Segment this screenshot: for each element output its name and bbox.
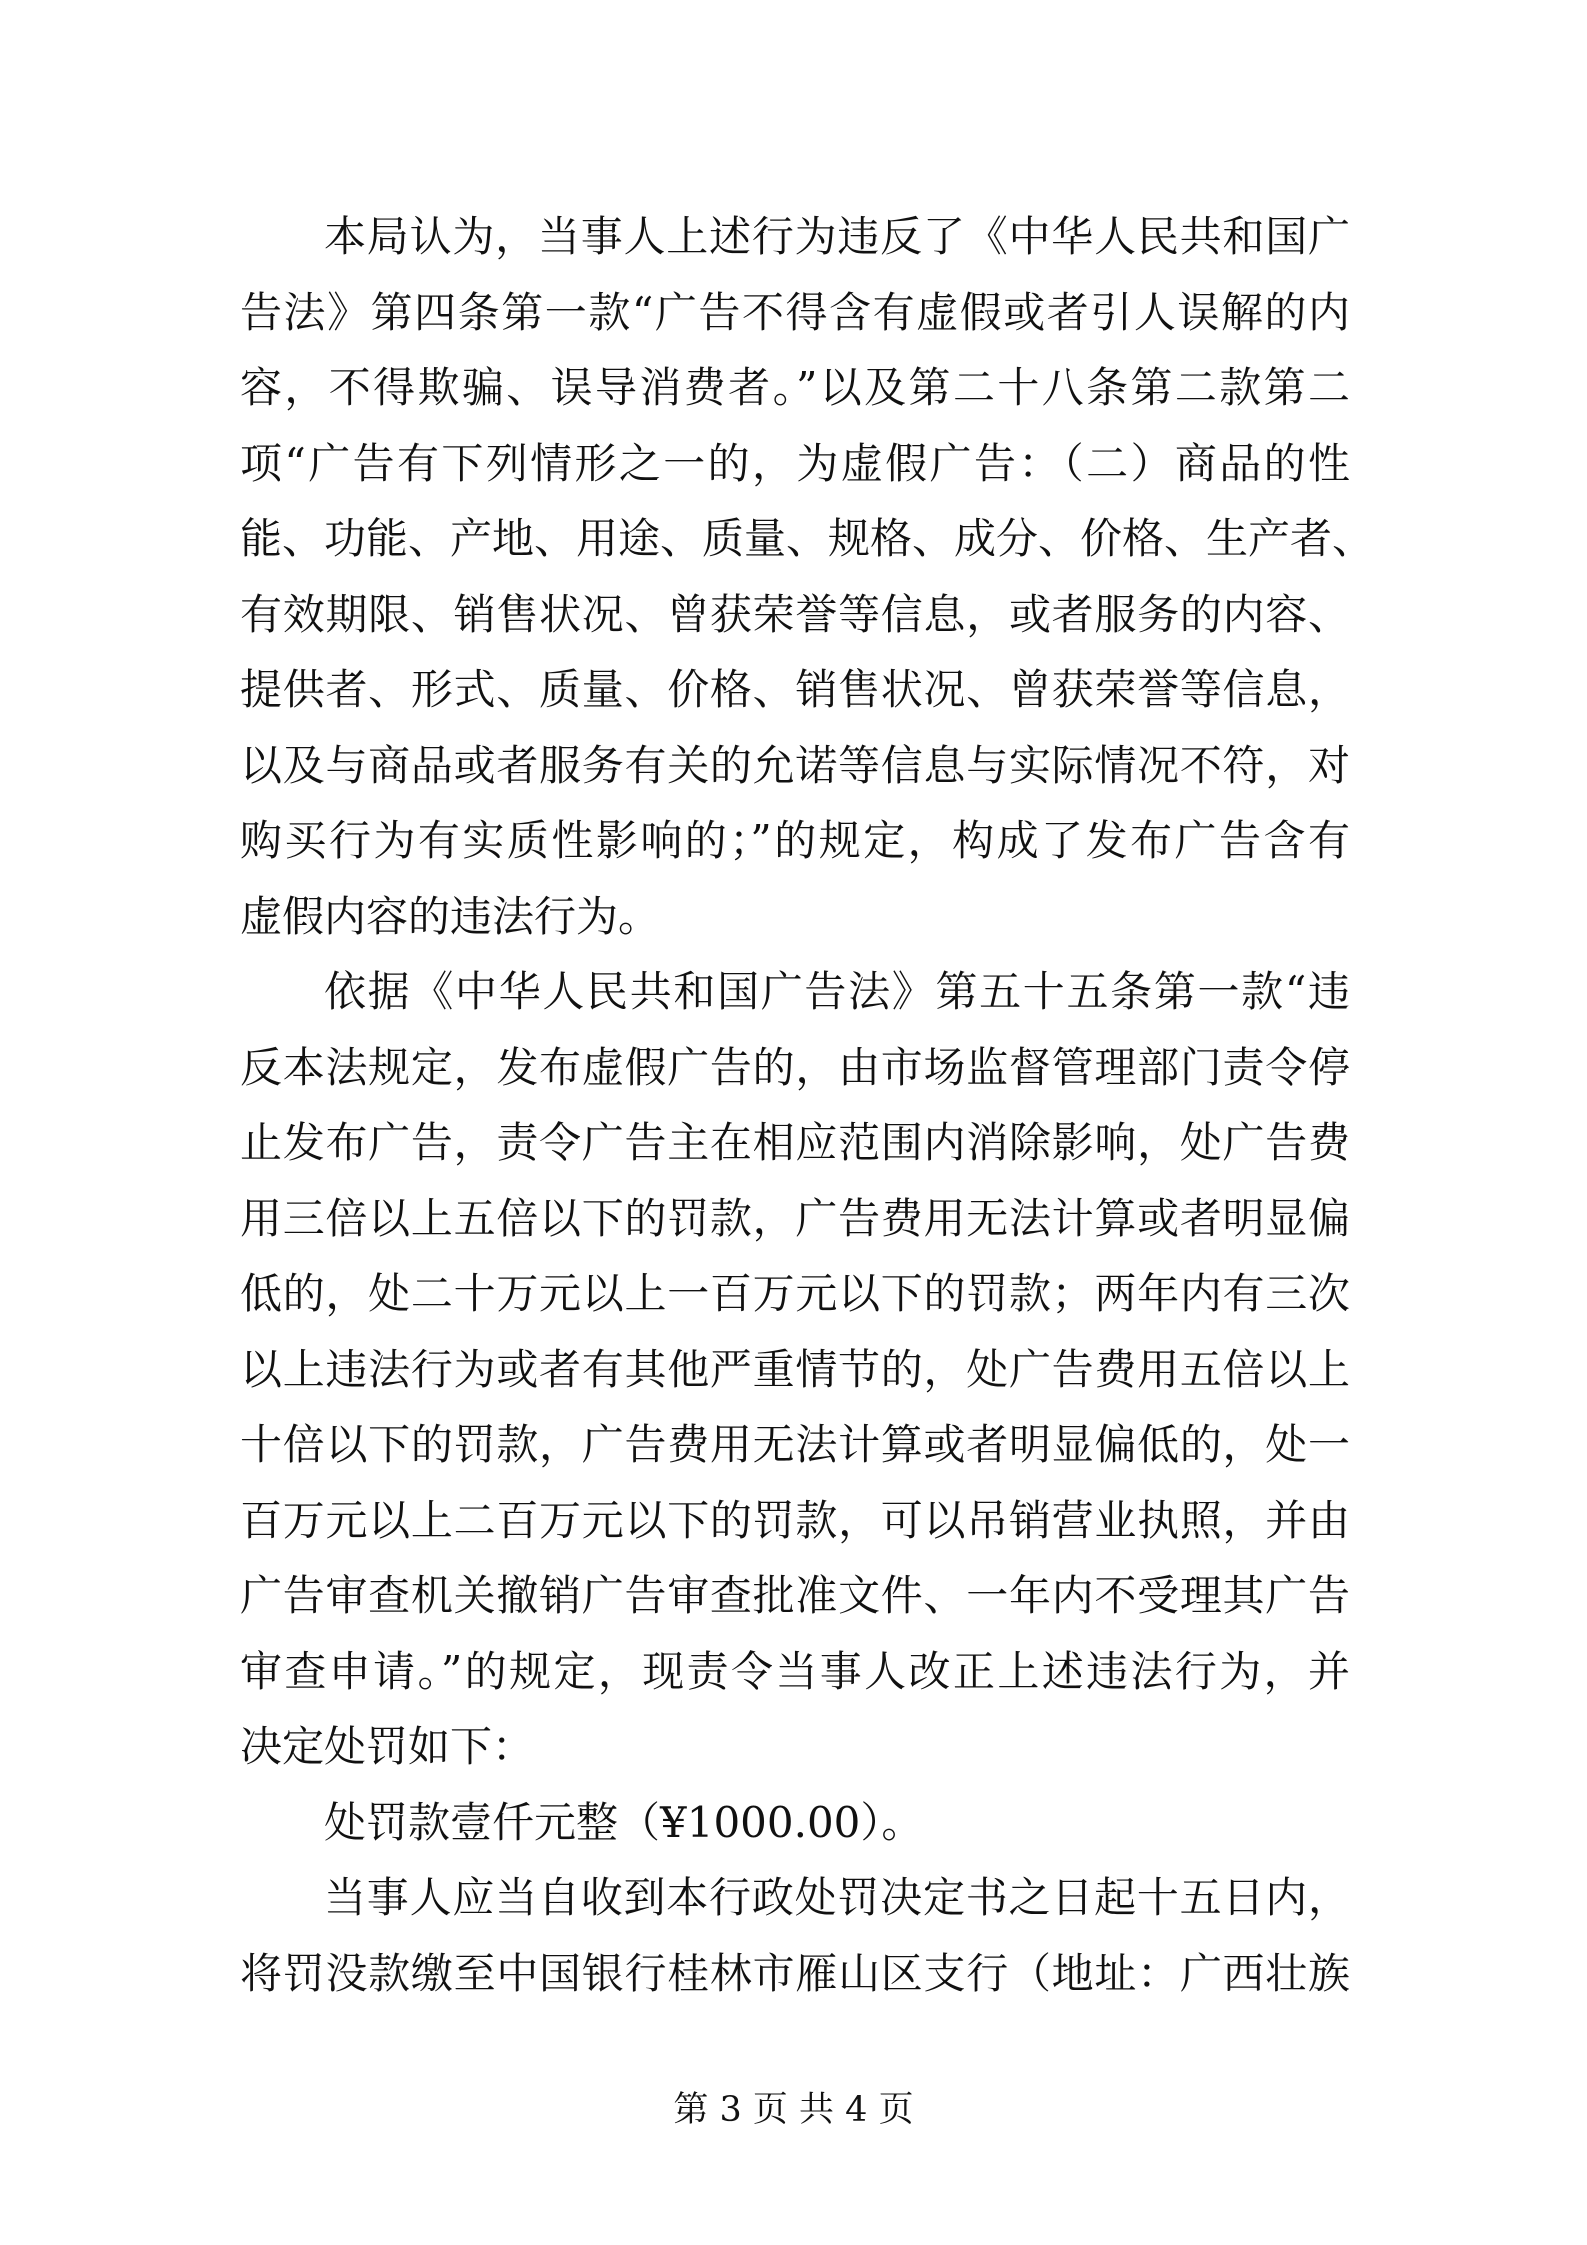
paragraph-1-line-9: 购买行为有实质性影响的；”的规定，构成了发布广告含有	[240, 816, 1350, 865]
paragraph-2-line-5: 低的，处二十万元以上一百万元以下的罚款；两年内有三次	[240, 1269, 1350, 1318]
paragraph-1-line-10: 虚假内容的违法行为。	[240, 891, 661, 941]
paragraph-2-line-11: 决定处罚如下：	[240, 1722, 535, 1771]
paragraph-1-line-3: 容，不得欺骗、误导消费者。”以及第二十八条第二款第二	[240, 363, 1350, 412]
penalty-amount-line: 处罚款壹仟元整（¥1000.00）。	[324, 1797, 924, 1847]
paragraph-1-line-8: 以及与商品或者服务有关的允诺等信息与实际情况不符，对	[240, 740, 1350, 790]
paragraph-2-line-4: 用三倍以上五倍以下的罚款，广告费用无法计算或者明显偏	[240, 1193, 1350, 1243]
paragraph-1-line-1: 本局认为，当事人上述行为违反了《中华人民共和国广	[324, 212, 1350, 261]
paragraph-2-line-1: 依据《中华人民共和国广告法》第五十五条第一款“违	[324, 967, 1350, 1016]
document-body	[240, 199, 1375, 2011]
paragraph-1-line-5: 能、功能、产地、用途、质量、规格、成分、价格、生产者、	[240, 514, 1375, 563]
page-number-footer: 第 3 页 共 4 页	[673, 2090, 914, 2130]
paragraph-2-line-6: 以上违法行为或者有其他严重情节的，处广告费用五倍以上	[240, 1344, 1350, 1394]
paragraph-1-line-6: 有效期限、销售状况、曾获荣誉等信息，或者服务的内容、	[240, 589, 1350, 639]
paragraph-4-line-1: 当事人应当自收到本行政处罚决定书之日起十五日内，	[324, 1873, 1350, 1922]
paragraph-1-line-2: 告法》第四条第一款“广告不得含有虚假或者引人误解的内	[240, 287, 1350, 337]
paragraph-1-line-4: 项“广告有下列情形之一的，为虚假广告：（二）商品的性	[240, 438, 1350, 488]
paragraph-2-line-8: 百万元以上二百万元以下的罚款，可以吊销营业执照，并由	[240, 1495, 1350, 1545]
paragraph-2-line-9: 广告审查机关撤销广告审查批准文件、一年内不受理其广告	[240, 1571, 1350, 1620]
paragraph-1-line-7: 提供者、形式、质量、价格、销售状况、曾获荣誉等信息，	[240, 665, 1350, 714]
paragraph-4-line-2: 将罚没款缴至中国银行桂林市雁山区支行（地址：广西壮族	[240, 1948, 1350, 1998]
paragraph-2-line-3: 止发布广告，责令广告主在相应范围内消除影响，处广告费	[240, 1118, 1350, 1167]
paragraph-2-line-2: 反本法规定，发布虚假广告的，由市场监督管理部门责令停	[240, 1042, 1350, 1092]
paragraph-2-line-10: 审查申请。”的规定，现责令当事人改正上述违法行为，并	[240, 1646, 1350, 1696]
paragraph-2-line-7: 十倍以下的罚款，广告费用无法计算或者明显偏低的，处一	[240, 1420, 1350, 1469]
